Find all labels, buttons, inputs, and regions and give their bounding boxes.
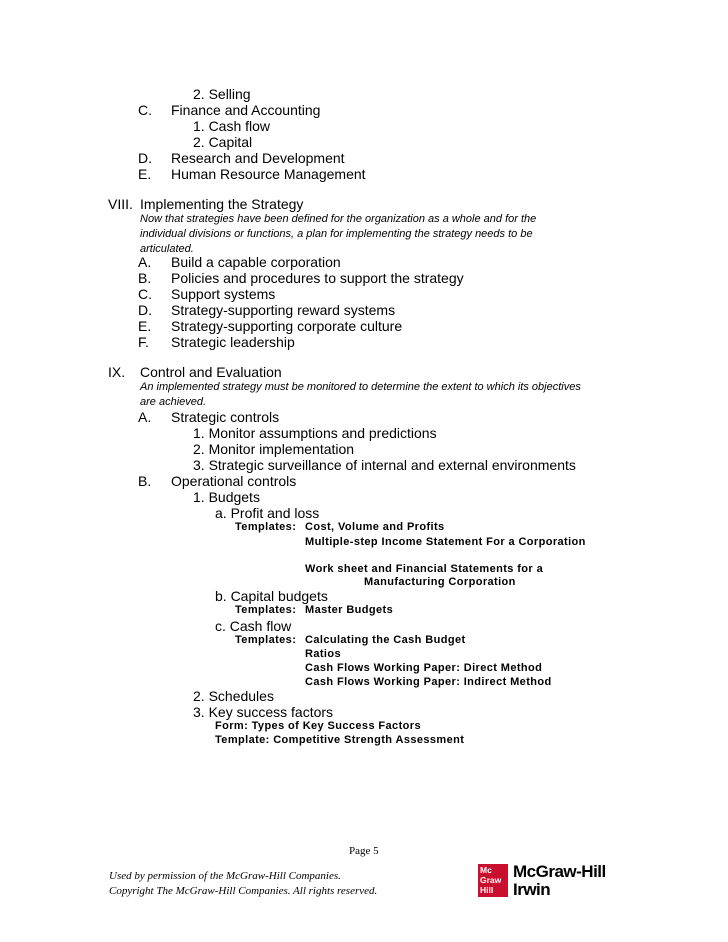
outline-item: Policies and procedures to support the strategy [171, 270, 464, 286]
outline-item: Strategy-supporting reward systems [171, 302, 396, 318]
template-link[interactable]: Cost, Volume and Profits [305, 521, 445, 533]
outline-item: Support systems [171, 286, 276, 302]
templates-label: Templates: [235, 604, 297, 616]
permission-note: Used by permission of the McGraw-Hill Companies. [109, 870, 341, 882]
template-link[interactable]: Multiple-step Income Statement For a Corporation [305, 536, 586, 548]
outline-item-finance: Finance and Accounting [171, 102, 321, 118]
outline-letter-e: E. [138, 166, 152, 182]
outline-item-capital: 2. Capital [193, 134, 253, 150]
template-link[interactable]: Work sheet and Financial Statements for a [305, 563, 544, 575]
outline-item: Strategic leadership [171, 334, 295, 350]
outline-item-research: Research and Development [171, 150, 345, 166]
outline-letter: D. [138, 302, 152, 318]
outline-item-strategic-controls: Strategic controls [171, 409, 280, 425]
outline-item: Strategy-supporting corporate culture [171, 318, 403, 334]
template-link[interactable]: Calculating the Cash Budget [305, 634, 466, 646]
template-link[interactable]: Cash Flows Working Paper: Indirect Method [305, 676, 552, 688]
template-link[interactable]: Master Budgets [305, 604, 394, 616]
outline-item-selling: 2. Selling [193, 86, 251, 102]
templates-label: Templates: [235, 521, 297, 533]
section-desc-line: individual divisions or functions, a plan for implementing the strategy needs to be [140, 228, 533, 240]
section-numeral-viii: VIII. [108, 196, 133, 212]
outline-item: Build a capable corporation [171, 254, 341, 270]
outline-letter: A. [138, 254, 152, 270]
outline-subitem-capital-budgets: b. Capital budgets [215, 588, 328, 604]
template-link[interactable]: Ratios [305, 648, 342, 660]
outline-subitem: 3. Strategic surveillance of internal and external environments [193, 457, 576, 473]
section-title-implementing: Implementing the Strategy [140, 196, 304, 212]
outline-subitem-cash-flow: c. Cash flow [215, 618, 292, 634]
outline-letter: C. [138, 286, 152, 302]
outline-letter-b: B. [138, 473, 152, 489]
section-desc-line: Now that strategies have been defined for the organization as a whole and for the [140, 213, 537, 225]
page-number: Page 5 [349, 845, 379, 857]
section-title-control: Control and Evaluation [140, 364, 282, 380]
template-link[interactable]: Template: Competitive Strength Assessment [215, 734, 465, 746]
section-desc-line: are achieved. [140, 396, 207, 408]
outline-item-cash-flow: 1. Cash flow [193, 118, 271, 134]
outline-subitem: 2. Monitor implementation [193, 441, 355, 457]
section-desc-line: articulated. [140, 243, 194, 255]
outline-letter-a: A. [138, 409, 152, 425]
outline-subitem-budgets: 1. Budgets [193, 489, 260, 505]
copyright-note: Copyright The McGraw-Hill Companies. All rights reserved. [109, 885, 378, 897]
mcgraw-hill-logo-icon: Mc Graw Hill [478, 864, 508, 897]
outline-letter-d: D. [138, 150, 152, 166]
section-numeral-ix: IX. [108, 364, 126, 380]
form-link[interactable]: Form: Types of Key Success Factors [215, 720, 421, 732]
templates-label: Templates: [235, 634, 297, 646]
outline-subitem-profit-loss: a. Profit and loss [215, 505, 320, 521]
template-link-continued[interactable]: Manufacturing Corporation [364, 576, 516, 588]
logo-sub: Irwin [513, 880, 551, 899]
logo-name: McGraw-Hill [513, 862, 606, 881]
outline-subitem-schedules: 2. Schedules [193, 688, 274, 704]
outline-letter: E. [138, 318, 152, 334]
section-desc-line: An implemented strategy must be monitored to determine the extent to which its objectives [140, 381, 581, 393]
outline-item-operational-controls: Operational controls [171, 473, 297, 489]
template-link[interactable]: Cash Flows Working Paper: Direct Method [305, 662, 543, 674]
outline-letter: F. [138, 334, 149, 350]
outline-letter-c: C. [138, 102, 152, 118]
outline-item-hr: Human Resource Management [171, 166, 366, 182]
outline-subitem-ksf: 3. Key success factors [193, 704, 334, 720]
outline-letter: B. [138, 270, 152, 286]
outline-subitem: 1. Monitor assumptions and predictions [193, 425, 437, 441]
